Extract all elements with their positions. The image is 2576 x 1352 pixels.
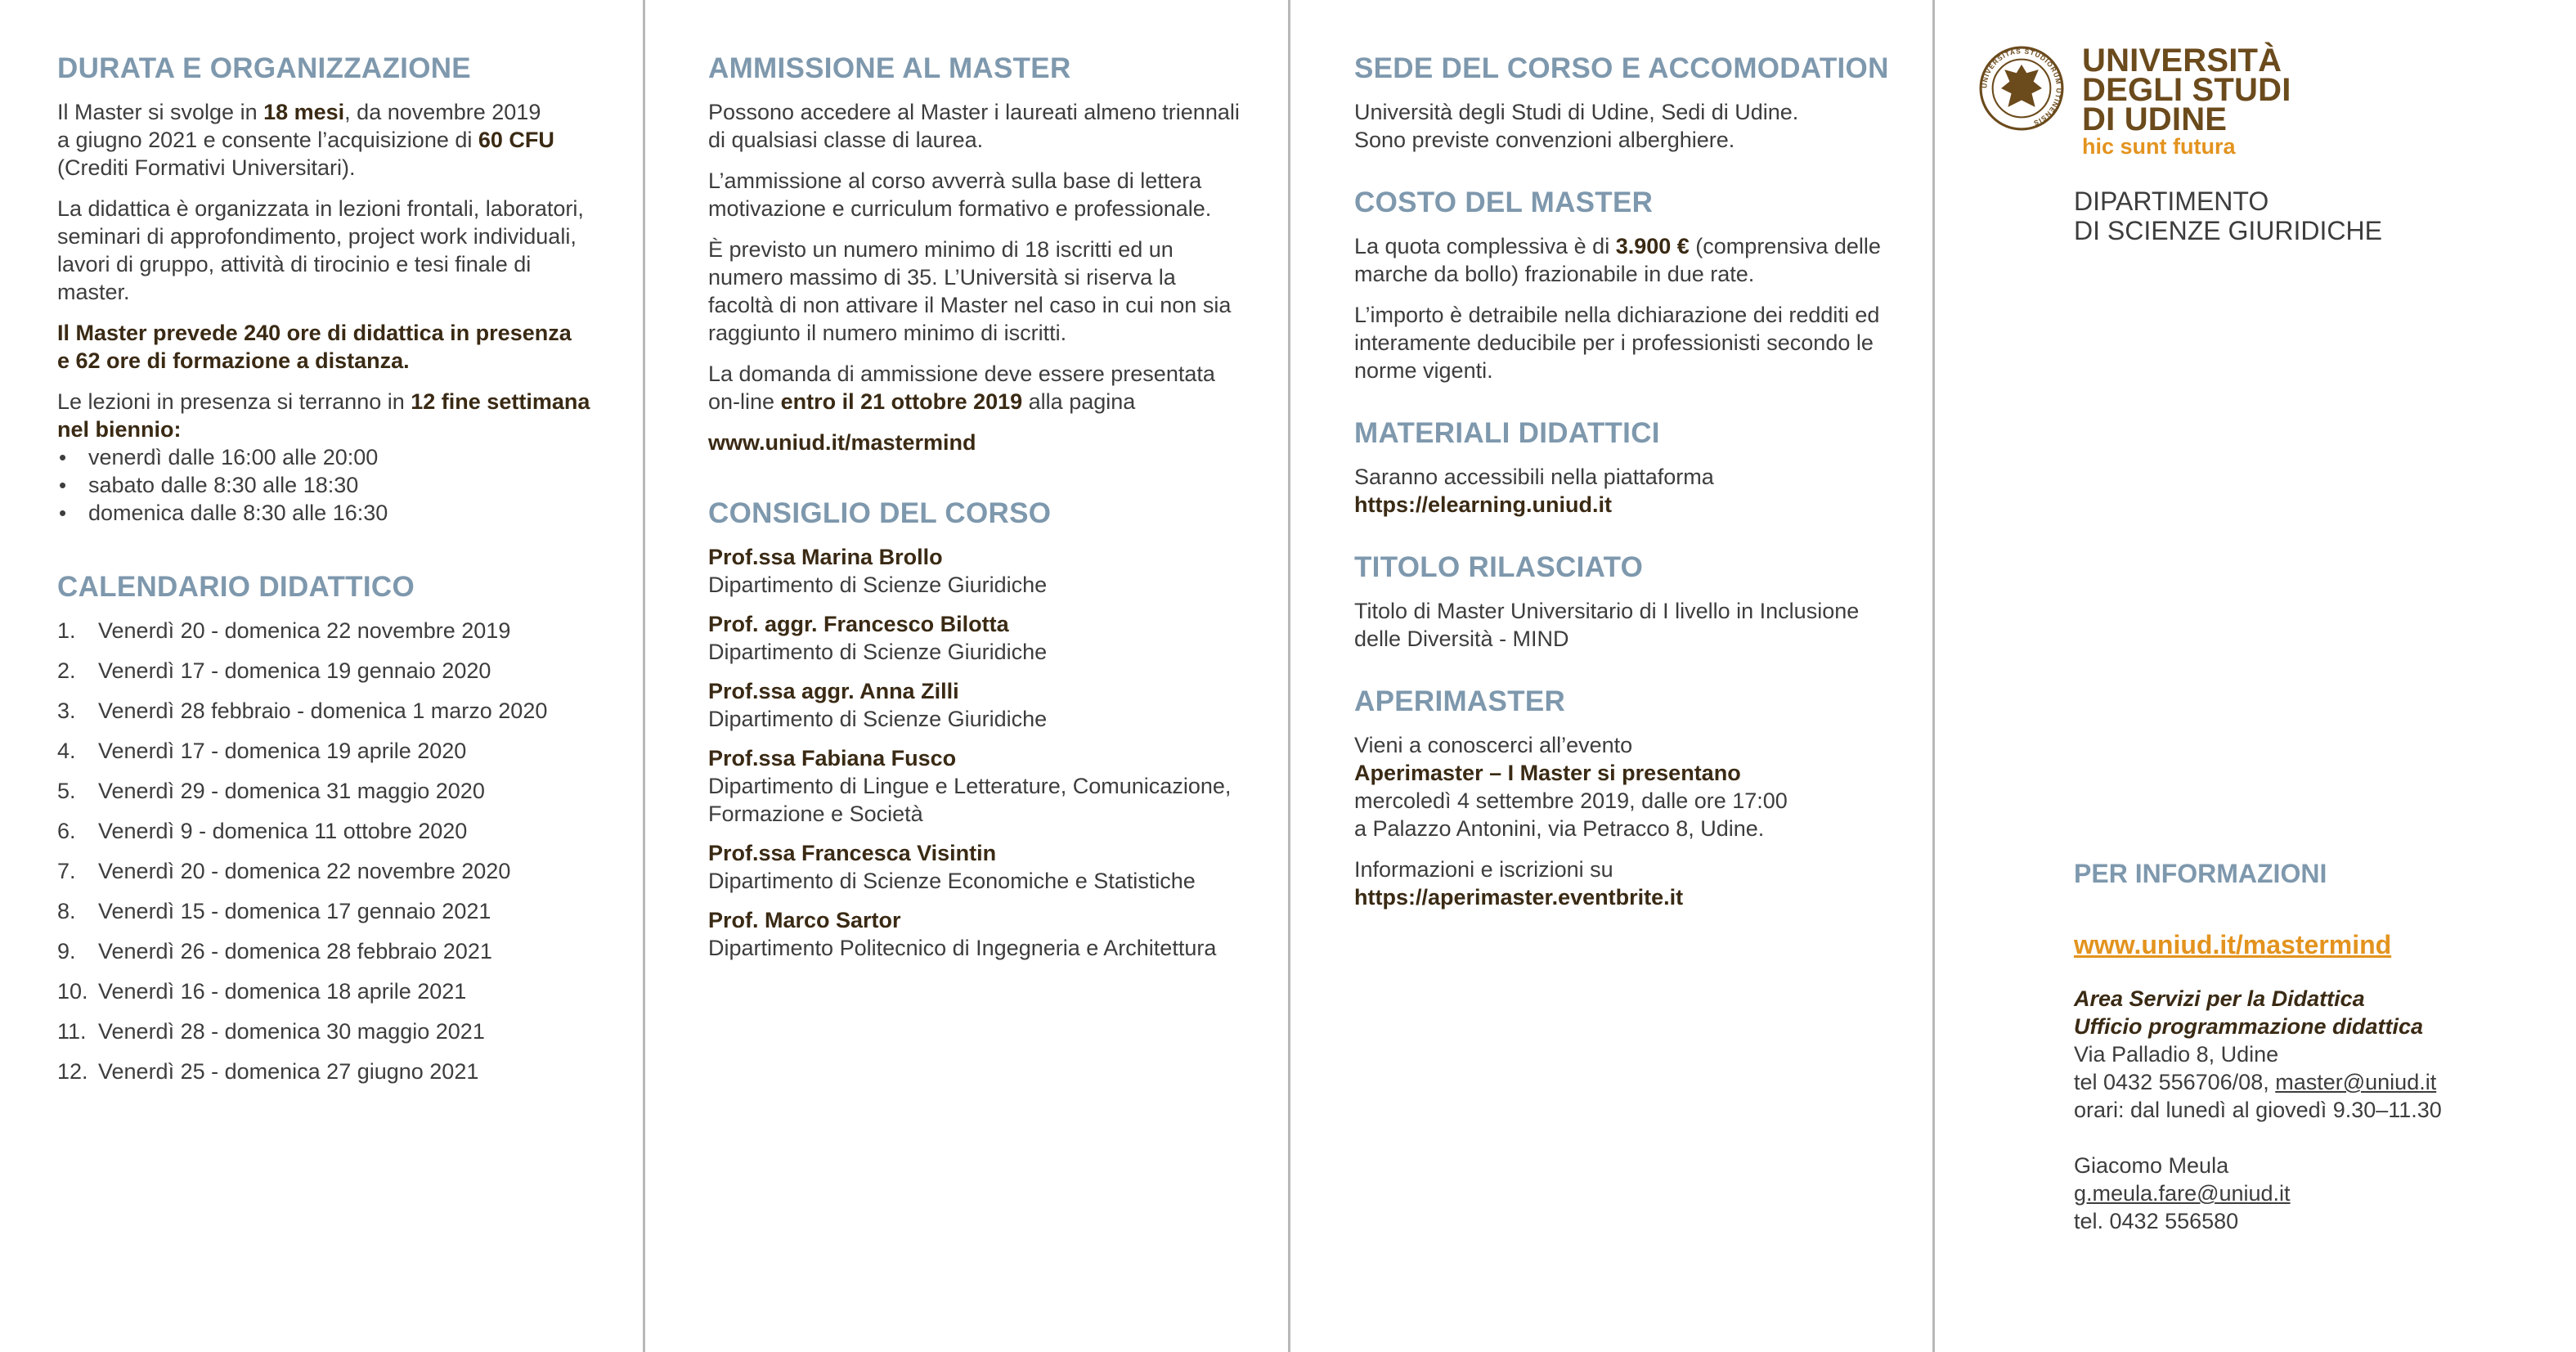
calendar-item-number: 4. — [57, 739, 76, 763]
calendar-item-dates: Venerdì 15 - domenica 17 gennaio 2021 — [98, 899, 491, 923]
calendar-item-number: 7. — [57, 859, 76, 883]
council-member-department: Dipartimento di Scienze Economiche e Statistiche — [708, 869, 1196, 893]
admission-paragraph-4: La domanda di ammissione deve essere presentata on-line entro il 21 ottobre 2019 alla pagina — [708, 362, 1215, 414]
calendar-item — [57, 617, 644, 645]
list-item: • venerdì dalle 16:00 alle 20:00 — [57, 443, 644, 471]
council-member — [708, 677, 1289, 733]
calendar-item-number: 11. — [57, 1019, 87, 1044]
council-member-name: Prof. Marco Sartor — [708, 908, 901, 932]
council-member — [708, 906, 1289, 962]
office-address: Via Palladio 8, Udine — [2074, 1042, 2279, 1067]
office-email-link[interactable]: master@uniud.it — [2275, 1070, 2437, 1094]
council-member — [708, 744, 1289, 828]
calendar-item-number: 5. — [57, 779, 76, 803]
elearning-link[interactable]: https://elearning.uniud.it — [1354, 492, 1612, 517]
council-member-name: Prof.ssa Francesca Visintin — [708, 841, 997, 865]
office-phone-line: tel 0432 556706/08, master@uniud.it — [2074, 1070, 2437, 1094]
council-member — [708, 839, 1289, 895]
panel-admission — [644, 0, 1289, 1352]
council-member-name: Prof. aggr. Francesco Bilotta — [708, 612, 1009, 636]
list-item: • domenica dalle 8:30 alle 16:30 — [57, 499, 644, 527]
panel-venue — [1289, 0, 1933, 1352]
calendar-item — [57, 977, 644, 1005]
council-member — [708, 610, 1289, 666]
eventbrite-link[interactable]: https://aperimaster.eventbrite.it — [1354, 885, 1684, 910]
cost-paragraph-1: La quota complessiva è di 3.900 € (comprensiva delle marche da bollo) frazionabile in due rate. — [1354, 234, 1881, 286]
calendar-item — [57, 897, 644, 925]
info-block — [2074, 859, 2565, 1235]
department-name: DIPARTIMENTO DI SCIENZE GIURIDICHE — [2074, 186, 2382, 245]
schedule-list — [57, 443, 644, 527]
calendar-item — [57, 737, 644, 765]
council-member-department: Formazione e Società — [708, 802, 923, 826]
calendar-item — [57, 777, 644, 805]
admission-heading: AMMISSIONE AL MASTER — [708, 52, 1071, 84]
panel-duration — [0, 0, 644, 1352]
list-item: • sabato dalle 8:30 alle 18:30 — [57, 471, 644, 499]
council-list — [708, 543, 1289, 962]
council-member — [708, 543, 1289, 599]
website-link[interactable]: www.uniud.it/mastermind — [2074, 930, 2392, 959]
calendar-item — [57, 1017, 644, 1045]
calendar-item-dates: Venerdì 26 - domenica 28 febbraio 2021 — [98, 939, 492, 963]
aperimaster-paragraph: Vieni a conoscerci all’evento Aperimaster – I Master si presentano mercoledì 4 settembre 2019, dalle ore 17:00 a Palazzo Antonini, via Petracco 8, Udine. — [1354, 733, 1788, 841]
calendar-item-dates: Venerdì 9 - domenica 11 ottobre 2020 — [98, 819, 468, 843]
venue-heading: SEDE DEL CORSO E ACCOMODATION — [1354, 52, 1889, 84]
office-line: Area Servizi per la Didattica — [2074, 986, 2365, 1011]
calendar-item-dates: Venerdì 28 - domenica 30 maggio 2021 — [98, 1019, 485, 1044]
calendar-item-dates: Venerdì 16 - domenica 18 aprile 2021 — [98, 979, 467, 1004]
council-heading: CONSIGLIO DEL CORSO — [708, 497, 1052, 529]
cost-heading: COSTO DEL MASTER — [1354, 186, 1654, 218]
contact-name: Giacomo Meula — [2074, 1153, 2229, 1178]
svg-text:UNIVERSITAS STUDIORUM UTINENSI: UNIVERSITAS STUDIORUM UTINENSIS — [1980, 47, 2063, 128]
calendar-item-dates: Venerdì 20 - domenica 22 novembre 2020 — [98, 859, 511, 883]
office-line: Ufficio programmazione didattica — [2074, 1014, 2424, 1039]
calendar-item-number: 10. — [57, 979, 88, 1004]
hours-paragraph: Il Master prevede 240 ore di didattica in presenza e 62 ore di formazione a distanza. — [57, 321, 572, 373]
council-member-name: Prof.ssa Fabiana Fusco — [708, 746, 957, 770]
calendar-item-number: 1. — [57, 618, 76, 643]
organization-paragraph: La didattica è organizzata in lezioni frontali, laboratori, seminari di approfondimento, project work individuali, lavori di gruppo, attività di tirocinio e tesi finale di master. — [57, 196, 584, 304]
aperimaster-heading: APERIMASTER — [1354, 685, 1566, 717]
calendar-item-number: 8. — [57, 899, 76, 923]
admission-paragraph-2: L’ammissione al corso avverrà sulla base di lettera motivazione e curriculum formativo e professionale. — [708, 168, 1212, 221]
office-hours: orari: dal lunedì al giovedì 9.30–11.30 — [2074, 1098, 2442, 1122]
council-member-department: Dipartimento Politecnico di Ingegneria e Architettura — [708, 936, 1217, 960]
admission-paragraph-3: È previsto un numero minimo di 18 iscritti ed un numero massimo di 35. L’Università si riserva la facoltà di non attivare il Master nel caso in cui non sia raggiunto il numero minimo di iscritti. — [708, 237, 1232, 345]
duration-heading: DURATA E ORGANIZZAZIONE — [57, 52, 471, 84]
contact-phone: tel. 0432 556580 — [2074, 1209, 2239, 1233]
calendar-item-number: 6. — [57, 819, 76, 843]
university-name-line: UNIVERSITÀ — [2082, 43, 2282, 79]
calendar-item — [57, 937, 644, 965]
info-heading: PER INFORMAZIONI — [2074, 859, 2327, 888]
university-logo — [1979, 43, 2291, 159]
university-motto: hic sunt futura — [2082, 134, 2236, 159]
calendar-item-dates: Venerdì 28 febbraio - domenica 1 marzo 2020 — [98, 698, 548, 723]
university-name-line: DI UDINE — [2082, 101, 2228, 137]
venue-paragraph: Università degli Studi di Udine, Sedi di Udine. Sono previste convenzioni alberghiere. — [1354, 100, 1799, 152]
calendar-item-dates: Venerdì 29 - domenica 31 maggio 2020 — [98, 779, 485, 803]
calendar-item-number: 9. — [57, 939, 76, 963]
calendar-item-dates: Venerdì 17 - domenica 19 gennaio 2020 — [98, 658, 491, 683]
cost-paragraph-2: L’importo è detraibile nella dichiarazione dei redditi ed interamente deducibile per i professionisti secondo le norme vigenti. — [1354, 303, 1880, 383]
admission-paragraph-1: Possono accedere al Master i laureati almeno triennali di qualsiasi classe di laurea. — [708, 100, 1240, 152]
calendar-item-number: 12. — [57, 1059, 88, 1084]
council-member-name: Prof.ssa Marina Brollo — [708, 545, 943, 569]
university-name-line: DEGLI STUDI — [2082, 72, 2291, 108]
duration-paragraph: Il Master si svolge in 18 mesi, da novembre 2019 a giugno 2021 e consente l’acquisizione di 60 CFU (Crediti Formativi Universitari). — [57, 100, 554, 180]
council-member-name: Prof.ssa aggr. Anna Zilli — [708, 679, 959, 703]
weekends-paragraph: Le lezioni in presenza si terranno in 12 fine settimana nel biennio: — [57, 389, 590, 442]
calendar-heading: CALENDARIO DIDATTICO — [57, 571, 415, 603]
university-seal-icon — [1979, 46, 2064, 131]
calendar-item — [57, 857, 644, 885]
calendar-item-number: 3. — [57, 698, 76, 723]
calendar-item — [57, 1058, 644, 1085]
university-name-block — [2082, 43, 2291, 159]
title-paragraph: Titolo di Master Universitario di I livello in Inclusione delle Diversità - MIND — [1354, 599, 1860, 651]
council-member-department: Dipartimento di Lingue e Letterature, Comunicazione, — [708, 774, 1232, 798]
council-member-department: Dipartimento di Scienze Giuridiche — [708, 640, 1048, 664]
materials-heading: MATERIALI DIDATTICI — [1354, 417, 1660, 449]
council-member-department: Dipartimento di Scienze Giuridiche — [708, 707, 1048, 731]
title-heading: TITOLO RILASCIATO — [1354, 551, 1644, 583]
materials-paragraph: Saranno accessibili nella piattaforma https://elearning.uniud.it — [1354, 465, 1714, 517]
contact-email-link[interactable]: g.meula.fare@uniud.it — [2074, 1181, 2291, 1206]
calendar-item-number: 2. — [57, 658, 76, 683]
admission-link[interactable]: www.uniud.it/mastermind — [708, 430, 976, 455]
calendar-list — [57, 617, 644, 1085]
calendar-item-dates: Venerdì 20 - domenica 22 novembre 2019 — [98, 618, 511, 643]
council-member-department: Dipartimento di Scienze Giuridiche — [708, 573, 1048, 597]
calendar-item-dates: Venerdì 17 - domenica 19 aprile 2020 — [98, 739, 467, 763]
calendar-item-dates: Venerdì 25 - domenica 27 giugno 2021 — [98, 1059, 479, 1084]
aperimaster-info: Informazioni e iscrizioni su https://aperimaster.eventbrite.it — [1354, 857, 1684, 910]
calendar-item — [57, 697, 644, 725]
calendar-item — [57, 657, 644, 685]
calendar-item — [57, 817, 644, 845]
